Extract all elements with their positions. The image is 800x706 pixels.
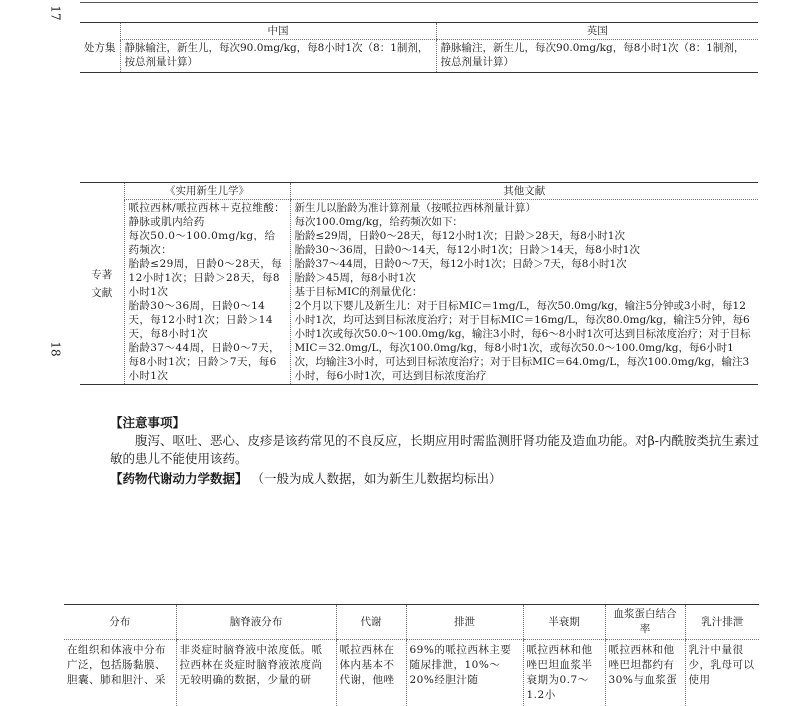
top-rule xyxy=(80,2,758,3)
prescription-cell-uk: 静脉输注，新生儿，每次90.0mg/kg，每8小时1次（8：1制剂，按总剂量计算） xyxy=(436,40,758,73)
book-line: 静脉或肌内给药 xyxy=(129,215,286,229)
prescription-table xyxy=(80,22,758,73)
other-line: 胎龄37～44周，日龄0～7天，每12小时1次；日龄＞7天，每8小时1次 xyxy=(295,257,755,271)
literature-cell-book xyxy=(124,200,290,385)
pk-col-csf: 脑脊液分布 xyxy=(176,605,336,640)
literature-row-label xyxy=(80,183,124,385)
page-number-middle: 18 xyxy=(49,341,63,356)
book-line: 胎龄30～36周，日龄0～14天，每12小时1次；日龄＞14天，每8小时1次 xyxy=(129,299,286,341)
pk-col-excretion: 排泄 xyxy=(406,605,523,640)
notes-section xyxy=(110,414,770,488)
book-line: 每次50.0～100.0mg/kg，给药频次： xyxy=(129,229,286,257)
pk-cell-metabolism: 哌拉西林在体内基本不代谢，他唑 xyxy=(336,640,406,706)
pk-subheading: （一般为成人数据，如为新生儿数据均标出） xyxy=(252,471,502,486)
literature-row-label-text: 专著文献 xyxy=(89,266,115,302)
column-header-book: 《实用新生儿学》 xyxy=(124,183,290,200)
pk-cell-milk: 乳汁中量很少，乳母可以使用 xyxy=(685,640,759,706)
pk-heading: 【药物代谢动力学数据】 xyxy=(110,471,248,486)
other-line: 胎龄30～36周，日龄0～14天，每12小时1次；日龄＞14天，每8小时1次 xyxy=(295,243,755,257)
other-line: 胎龄＞45周，每8小时1次 xyxy=(295,271,755,285)
other-line: 每次100.0mg/kg，给药频次如下： xyxy=(295,215,755,229)
pk-col-milk: 乳汁排泄 xyxy=(685,605,759,640)
pk-col-half-life: 半衰期 xyxy=(523,605,605,640)
literature-cell-other xyxy=(290,200,758,385)
pk-table xyxy=(64,604,759,706)
book-line: 哌拉西林/哌拉西林＋克拉维酸： xyxy=(129,201,286,215)
page-number-top: 17 xyxy=(49,5,63,20)
column-header-uk: 英国 xyxy=(436,23,758,40)
column-header-other: 其他文献 xyxy=(290,183,758,200)
pk-cell-protein-binding: 哌拉西林和他唑巴坦都约有30%与血浆蛋 xyxy=(605,640,685,706)
notes-heading: 【注意事项】 xyxy=(110,414,770,432)
pk-col-distribution: 分布 xyxy=(64,605,176,640)
column-header-china: 中国 xyxy=(120,23,436,40)
pk-col-metabolism: 代谢 xyxy=(336,605,406,640)
prescription-row-label: 处方集 xyxy=(80,23,120,73)
pk-cell-excretion: 69%的哌拉西林主要随尿排泄，10%～20%经胆汁随 xyxy=(406,640,523,706)
notes-body: 腹泻、呕吐、恶心、皮疹是该药常见的不良反应，长期应用时需监测肝肾功能及造血功能。对β-内酰胺类抗生素过敏的患儿不能使用该药。 xyxy=(110,432,770,468)
pk-cell-csf: 非炎症时脑脊液中浓度低。哌拉西林在炎症时脑脊液浓度尚无较明确的数据，少量的研 xyxy=(176,640,336,706)
literature-table xyxy=(80,182,758,385)
other-line: 基于目标MIC的剂量优化： xyxy=(295,285,755,299)
book-line: 胎龄37～44周，日龄0～7天，每8小时1次；日龄＞7天，每6小时1次 xyxy=(129,341,286,383)
other-line: 胎龄≤29周，日龄0～28天，每12小时1次；日龄＞28天，每8小时1次 xyxy=(295,229,755,243)
pk-cell-half-life: 哌拉西林和他唑巴坦血浆半衰期为0.7～1.2小 xyxy=(523,640,605,706)
book-line: 胎龄≤29周，日龄0～28天，每12小时1次；日龄＞28天，每8小时1次 xyxy=(129,257,286,299)
pk-col-protein-binding: 血浆蛋白结合率 xyxy=(605,605,685,640)
other-line: 2个月以下婴儿及新生儿：对于目标MIC＝1mg/L，每次50.0mg/kg，输注5分钟或3小时，每12小时1次，均可达到目标浓度治疗；对于目标MIC＝16mg/L，每次80.0mg/kg，输注5分钟，每6小时1次或每次50.0～100.0mg/kg，输注3小时，每6～8小时1次可达到目标浓度治疗；对于目标MIC＝32.0mg/L，每次100.0mg/kg，每8小时1次，或每次50.0～100.0mg/kg，每6小时1次，均输注3小时，可达到目标浓度治疗；对于目标MIC＝64.0mg/L，每次100.0mg/kg，输注3小时，每6小时1次，可达到目标浓度治疗 xyxy=(295,299,755,383)
other-line: 新生儿以胎龄为准计算剂量（按哌拉西林剂量计算） xyxy=(295,201,755,215)
pk-cell-distribution: 在组织和体液中分布广泛，包括肠黏膜、胆囊、肺和胆汁、采 xyxy=(64,640,176,706)
pk-heading-line xyxy=(110,470,770,488)
prescription-cell-china: 静脉输注，新生儿，每次90.0mg/kg，每8小时1次（8：1制剂，按总剂量计算） xyxy=(120,40,436,73)
